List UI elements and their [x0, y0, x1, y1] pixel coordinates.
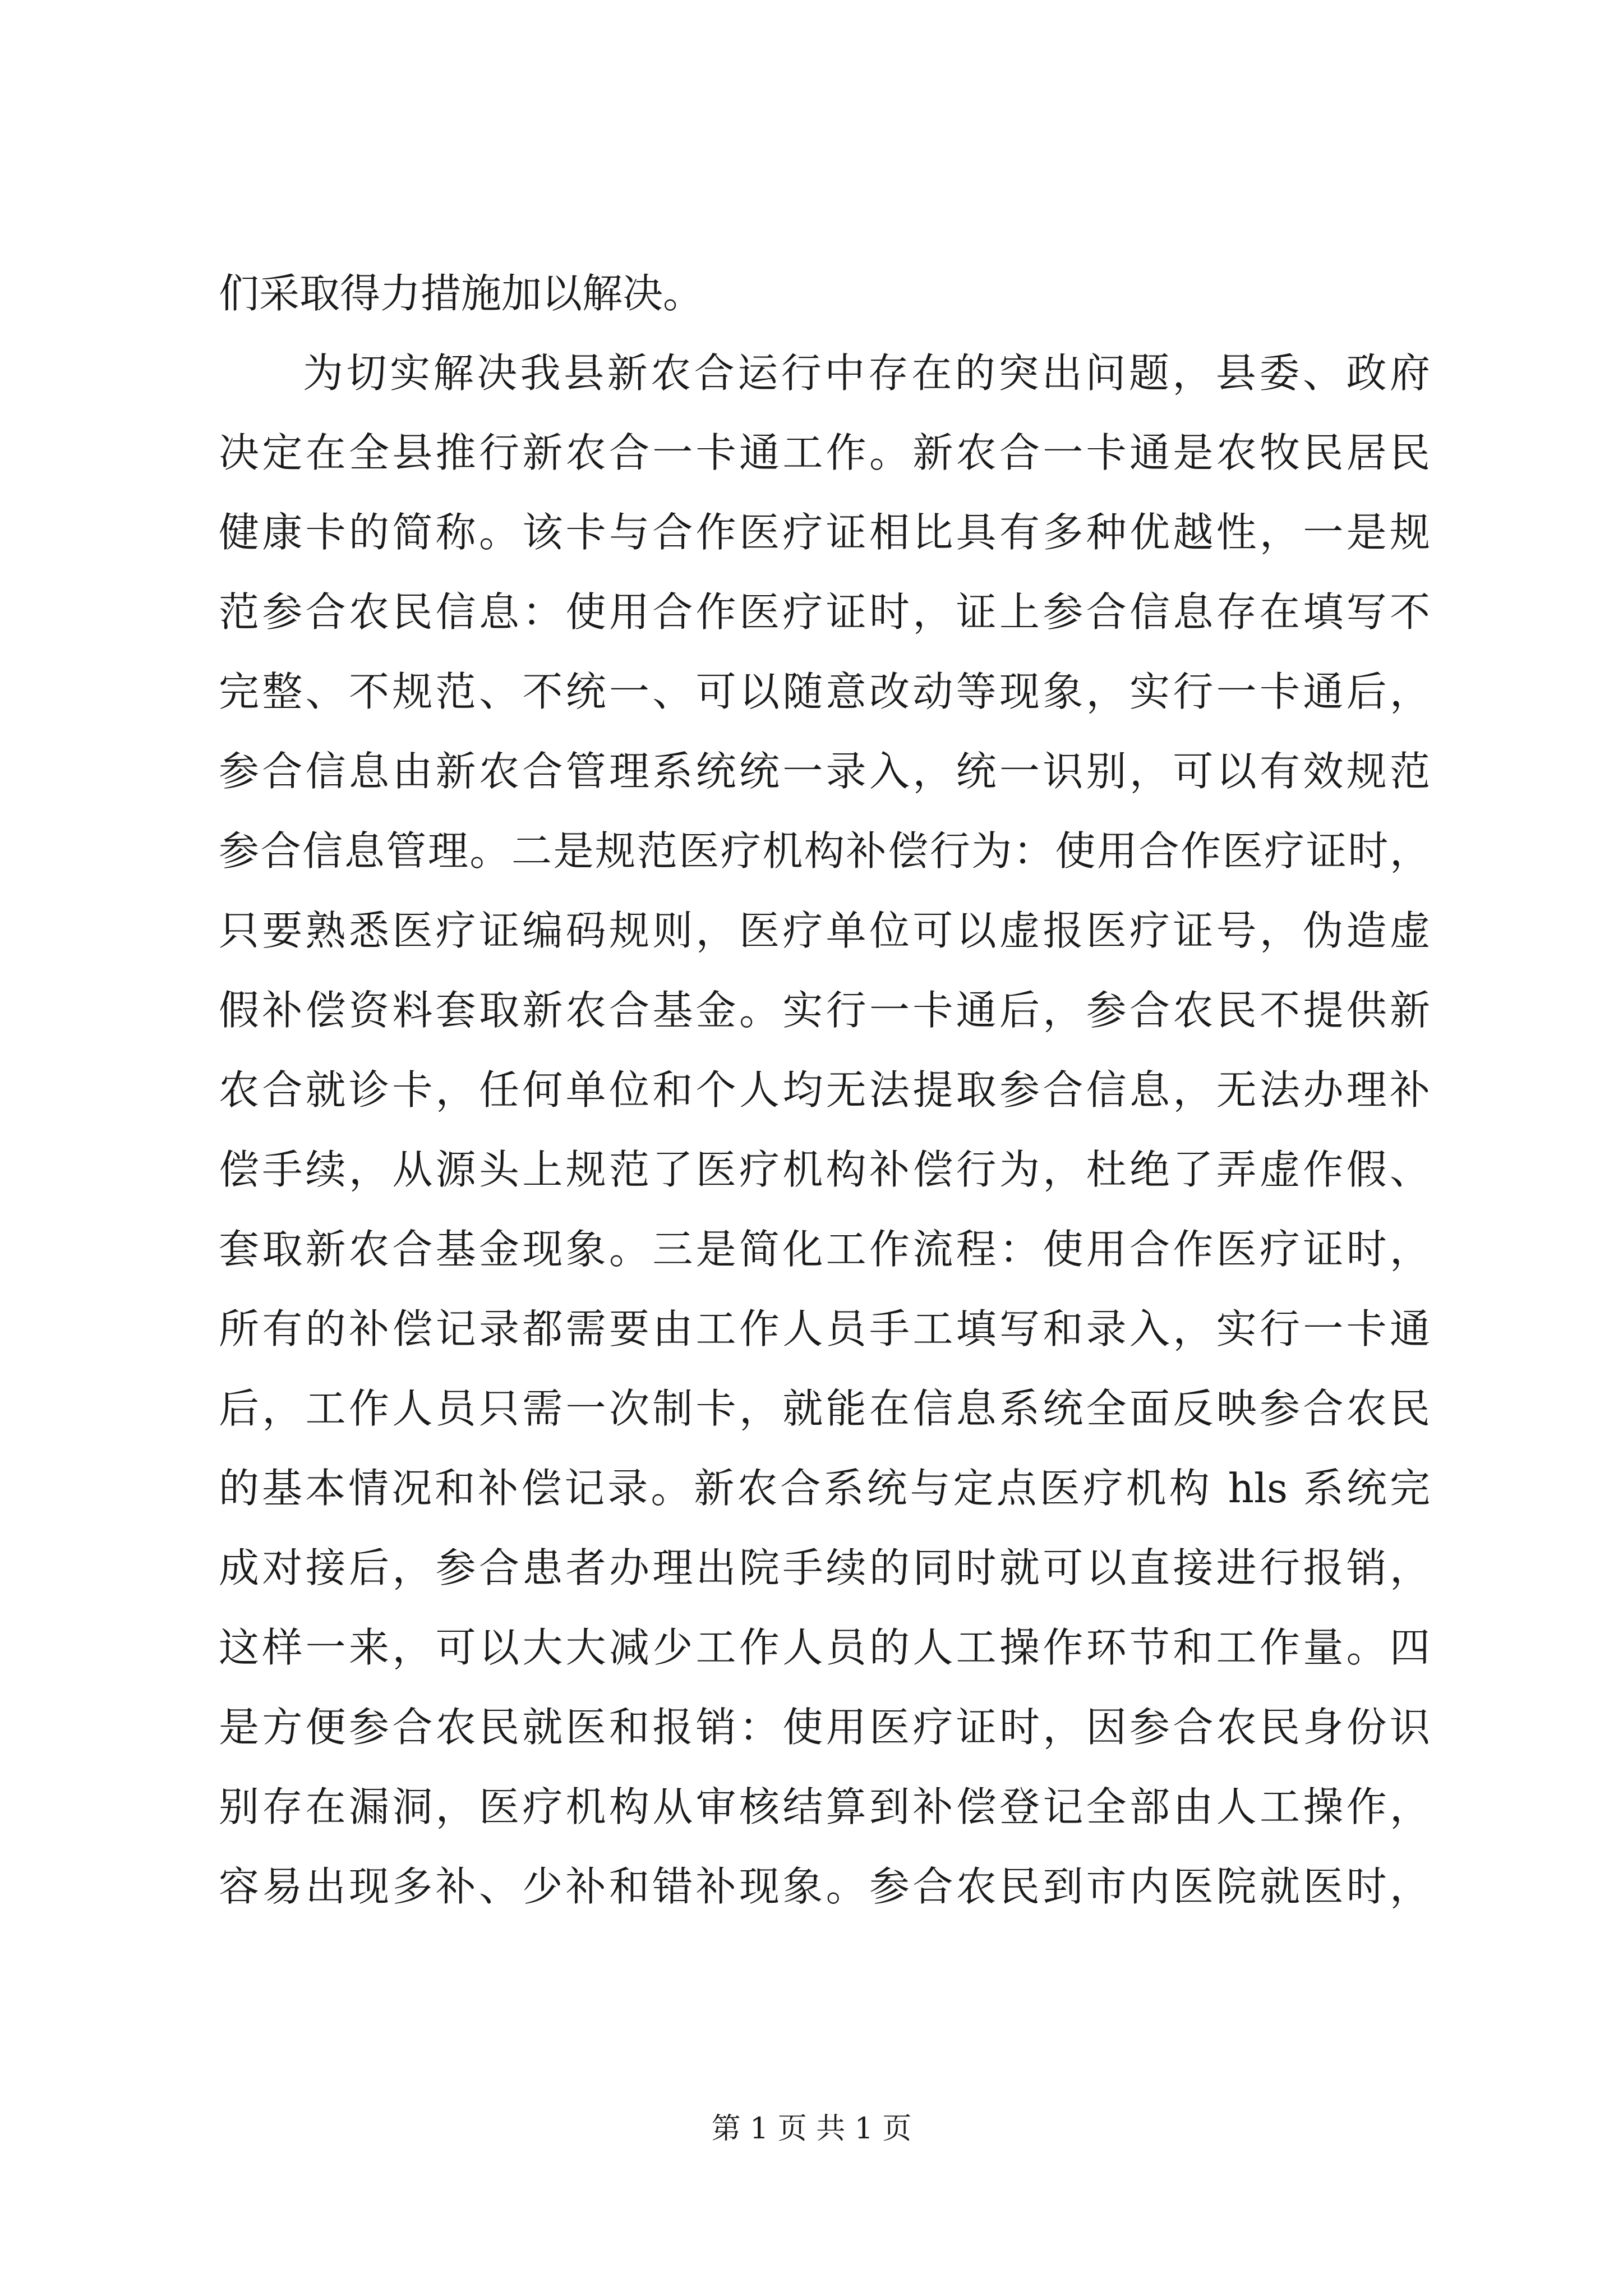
page-number-footer: 第 1 页 共 1 页	[711, 2112, 912, 2146]
text-line: 只要熟悉医疗证编码规则，医疗单位可以虚报医疗证号，伪造虚	[219, 907, 1430, 954]
text-line: 农合就诊卡，任何单位和个人均无法提取参合信息，无法办理补	[219, 1066, 1430, 1114]
text-line: 容易出现多补、少补和错补现象。参合农民到市内医院就医时，	[219, 1863, 1430, 1910]
text-line: 套取新农合基金现象。三是简化工作流程：使用合作医疗证时，	[219, 1226, 1430, 1273]
paragraph-first-line: 为切实解决我县新农合运行中存在的突出问题，县委、政府	[303, 349, 1430, 397]
text-line: 的基本情况和补偿记录。新农合系统与定点医疗机构 hls 系统完	[219, 1465, 1430, 1512]
text-line: 范参合农民信息：使用合作医疗证时，证上参合信息存在填写不	[219, 588, 1430, 636]
text-line: 这样一来，可以大大减少工作人员的人工操作环节和工作量。四	[219, 1624, 1430, 1671]
text-line: 们采取得力措施加以解决。	[219, 270, 704, 317]
text-line: 成对接后，参合患者办理出院手续的同时就可以直接进行报销，	[219, 1544, 1430, 1591]
text-line: 所有的补偿记录都需要由工作人员手工填写和录入，实行一卡通	[219, 1305, 1430, 1352]
text-line: 决定在全县推行新农合一卡通工作。新农合一卡通是农牧民居民	[219, 429, 1430, 476]
text-line: 健康卡的简称。该卡与合作医疗证相比具有多种优越性，一是规	[219, 509, 1430, 556]
text-line: 偿手续，从源头上规范了医疗机构补偿行为，杜绝了弄虚作假、	[219, 1146, 1430, 1193]
text-line: 参合信息管理。二是规范医疗机构补偿行为：使用合作医疗证时，	[219, 827, 1430, 875]
text-line: 参合信息由新农合管理系统统一录入，统一识别，可以有效规范	[219, 748, 1430, 795]
document-body	[219, 254, 1430, 1926]
text-line: 别存在漏洞，医疗机构从审核结算到补偿登记全部由人工操作，	[219, 1783, 1430, 1830]
text-line: 完整、不规范、不统一、可以随意改动等现象，实行一卡通后，	[219, 668, 1430, 715]
text-line: 假补偿资料套取新农合基金。实行一卡通后，参合农民不提供新	[219, 987, 1430, 1034]
text-line: 是方便参合农民就医和报销：使用医疗证时，因参合农民身份识	[219, 1704, 1430, 1751]
text-line: 后，工作人员只需一次制卡，就能在信息系统全面反映参合农民	[219, 1385, 1430, 1432]
